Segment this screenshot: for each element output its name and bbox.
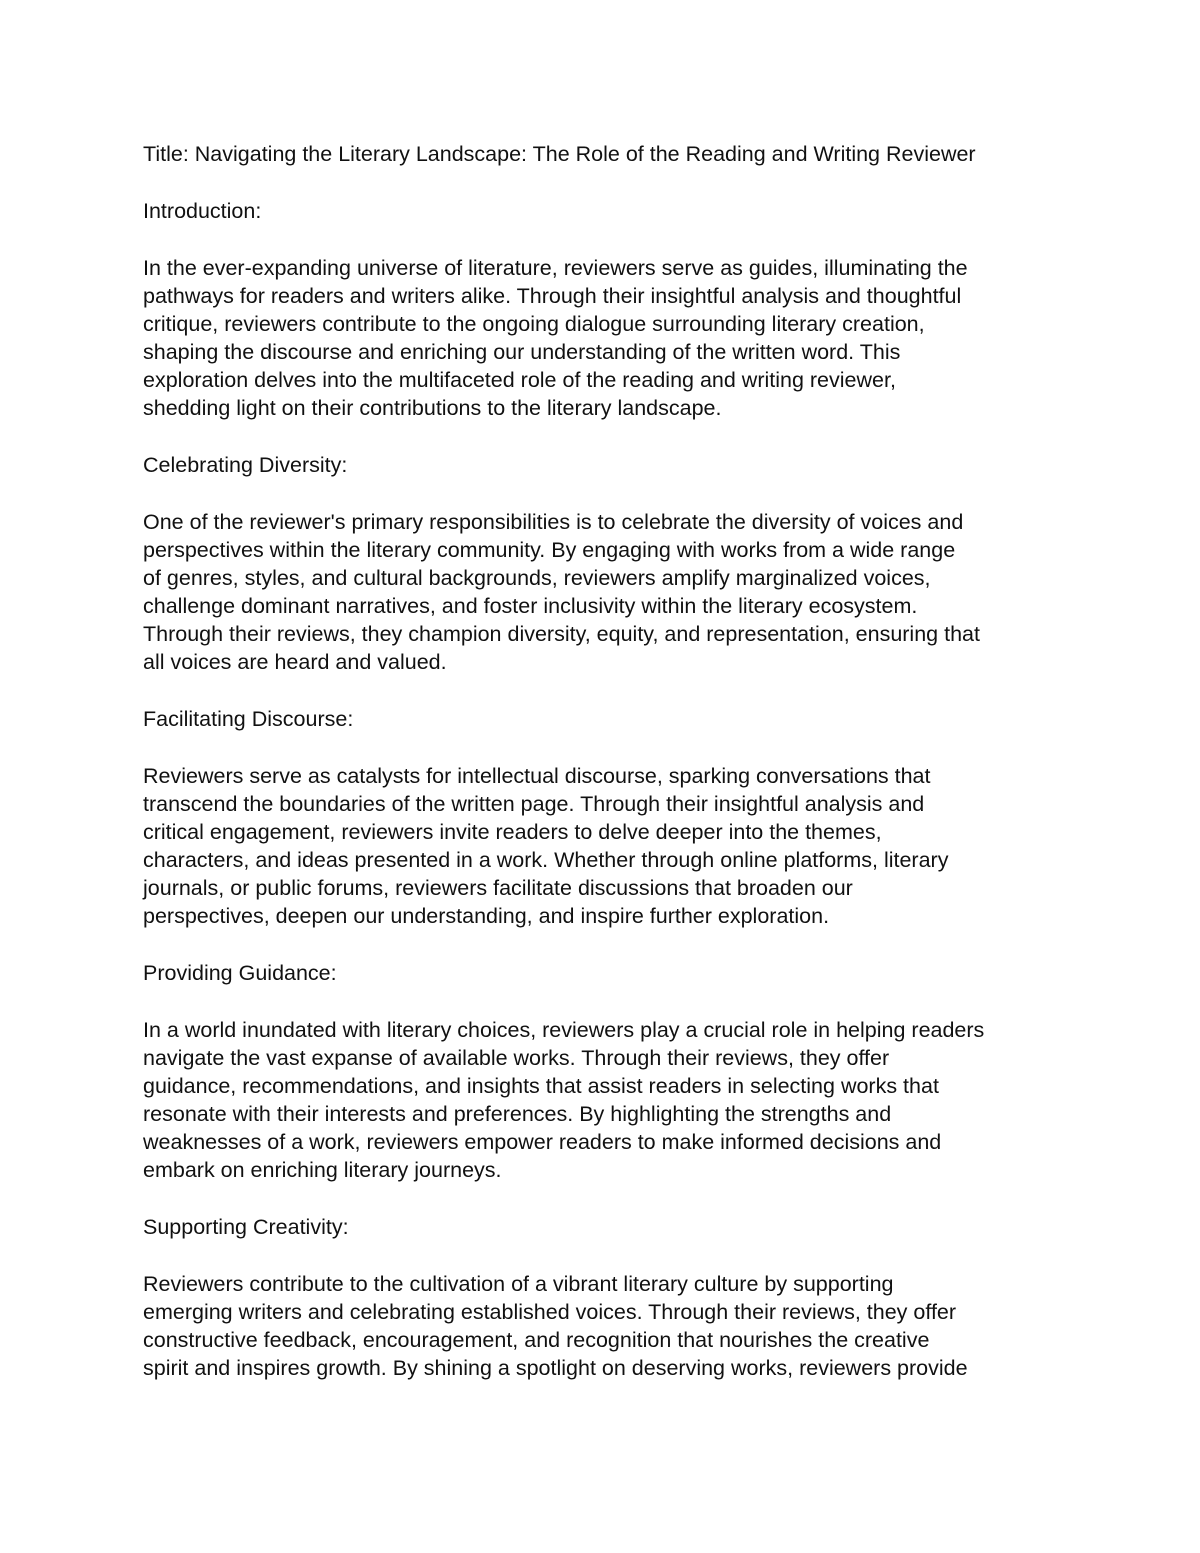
- paragraph-line: In a world inundated with literary choices, reviewers play a crucial role in helping readers: [143, 1018, 985, 1042]
- paragraph-line: shaping the discourse and enriching our understanding of the written word. This: [143, 340, 901, 364]
- paragraph-line: In the ever-expanding universe of literature, reviewers serve as guides, illuminating the: [143, 256, 968, 280]
- document-title: Title: Navigating the Literary Landscape: The Role of the Reading and Writing Reviewer: [143, 142, 976, 166]
- section-heading-introduction: Introduction:: [143, 199, 262, 223]
- paragraph-line: pathways for readers and writers alike. Through their insightful analysis and thoughtful: [143, 284, 962, 308]
- section-heading-celebrating-diversity: Celebrating Diversity:: [143, 453, 348, 477]
- paragraph-line: of genres, styles, and cultural backgrounds, reviewers amplify marginalized voices,: [143, 566, 931, 590]
- section-heading-supporting-creativity: Supporting Creativity:: [143, 1215, 349, 1239]
- paragraph-line: Through their reviews, they champion diversity, equity, and representation, ensuring that: [143, 622, 980, 646]
- section-heading-facilitating-discourse: Facilitating Discourse:: [143, 707, 354, 731]
- paragraph-line: emerging writers and celebrating established voices. Through their reviews, they offer: [143, 1300, 957, 1324]
- paragraph-line: journals, or public forums, reviewers facilitate discussions that broaden our: [143, 876, 853, 900]
- paragraph-celebrating-diversity: [143, 508, 1063, 676]
- paragraph-providing-guidance: [143, 1016, 1063, 1184]
- paragraph-line: spirit and inspires growth. By shining a spotlight on deserving works, reviewers provide: [143, 1356, 968, 1380]
- paragraph-line: critical engagement, reviewers invite readers to delve deeper into the themes,: [143, 820, 882, 844]
- paragraph-line: perspectives within the literary community. By engaging with works from a wide range: [143, 538, 956, 562]
- paragraph-line: navigate the vast expanse of available works. Through their reviews, they offer: [143, 1046, 890, 1070]
- paragraph-introduction: [143, 254, 1063, 422]
- paragraph-line: Reviewers serve as catalysts for intellectual discourse, sparking conversations that: [143, 764, 931, 788]
- paragraph-line: Reviewers contribute to the cultivation of a vibrant literary culture by supporting: [143, 1272, 894, 1296]
- section-heading-providing-guidance: Providing Guidance:: [143, 961, 337, 985]
- paragraph-facilitating-discourse: [143, 762, 1063, 930]
- paragraph-line: resonate with their interests and preferences. By highlighting the strengths and: [143, 1102, 892, 1126]
- paragraph-line: One of the reviewer's primary responsibilities is to celebrate the diversity of voices and: [143, 510, 964, 534]
- paragraph-line: constructive feedback, encouragement, and recognition that nourishes the creative: [143, 1328, 930, 1352]
- paragraph-line: transcend the boundaries of the written page. Through their insightful analysis and: [143, 792, 925, 816]
- paragraph-line: weaknesses of a work, reviewers empower readers to make informed decisions and: [143, 1130, 942, 1154]
- paragraph-line: perspectives, deepen our understanding, and inspire further exploration.: [143, 904, 830, 928]
- paragraph-line: critique, reviewers contribute to the ongoing dialogue surrounding literary creation,: [143, 312, 925, 336]
- paragraph-line: all voices are heard and valued.: [143, 650, 447, 674]
- paragraph-supporting-creativity: [143, 1270, 1063, 1382]
- paragraph-line: guidance, recommendations, and insights that assist readers in selecting works that: [143, 1074, 939, 1098]
- paragraph-line: shedding light on their contributions to the literary landscape.: [143, 396, 722, 420]
- paragraph-line: embark on enriching literary journeys.: [143, 1158, 502, 1182]
- document-page: [143, 140, 1063, 1382]
- paragraph-line: challenge dominant narratives, and foster inclusivity within the literary ecosystem.: [143, 594, 918, 618]
- paragraph-line: characters, and ideas presented in a work. Whether through online platforms, literary: [143, 848, 949, 872]
- paragraph-line: exploration delves into the multifaceted role of the reading and writing reviewer,: [143, 368, 896, 392]
